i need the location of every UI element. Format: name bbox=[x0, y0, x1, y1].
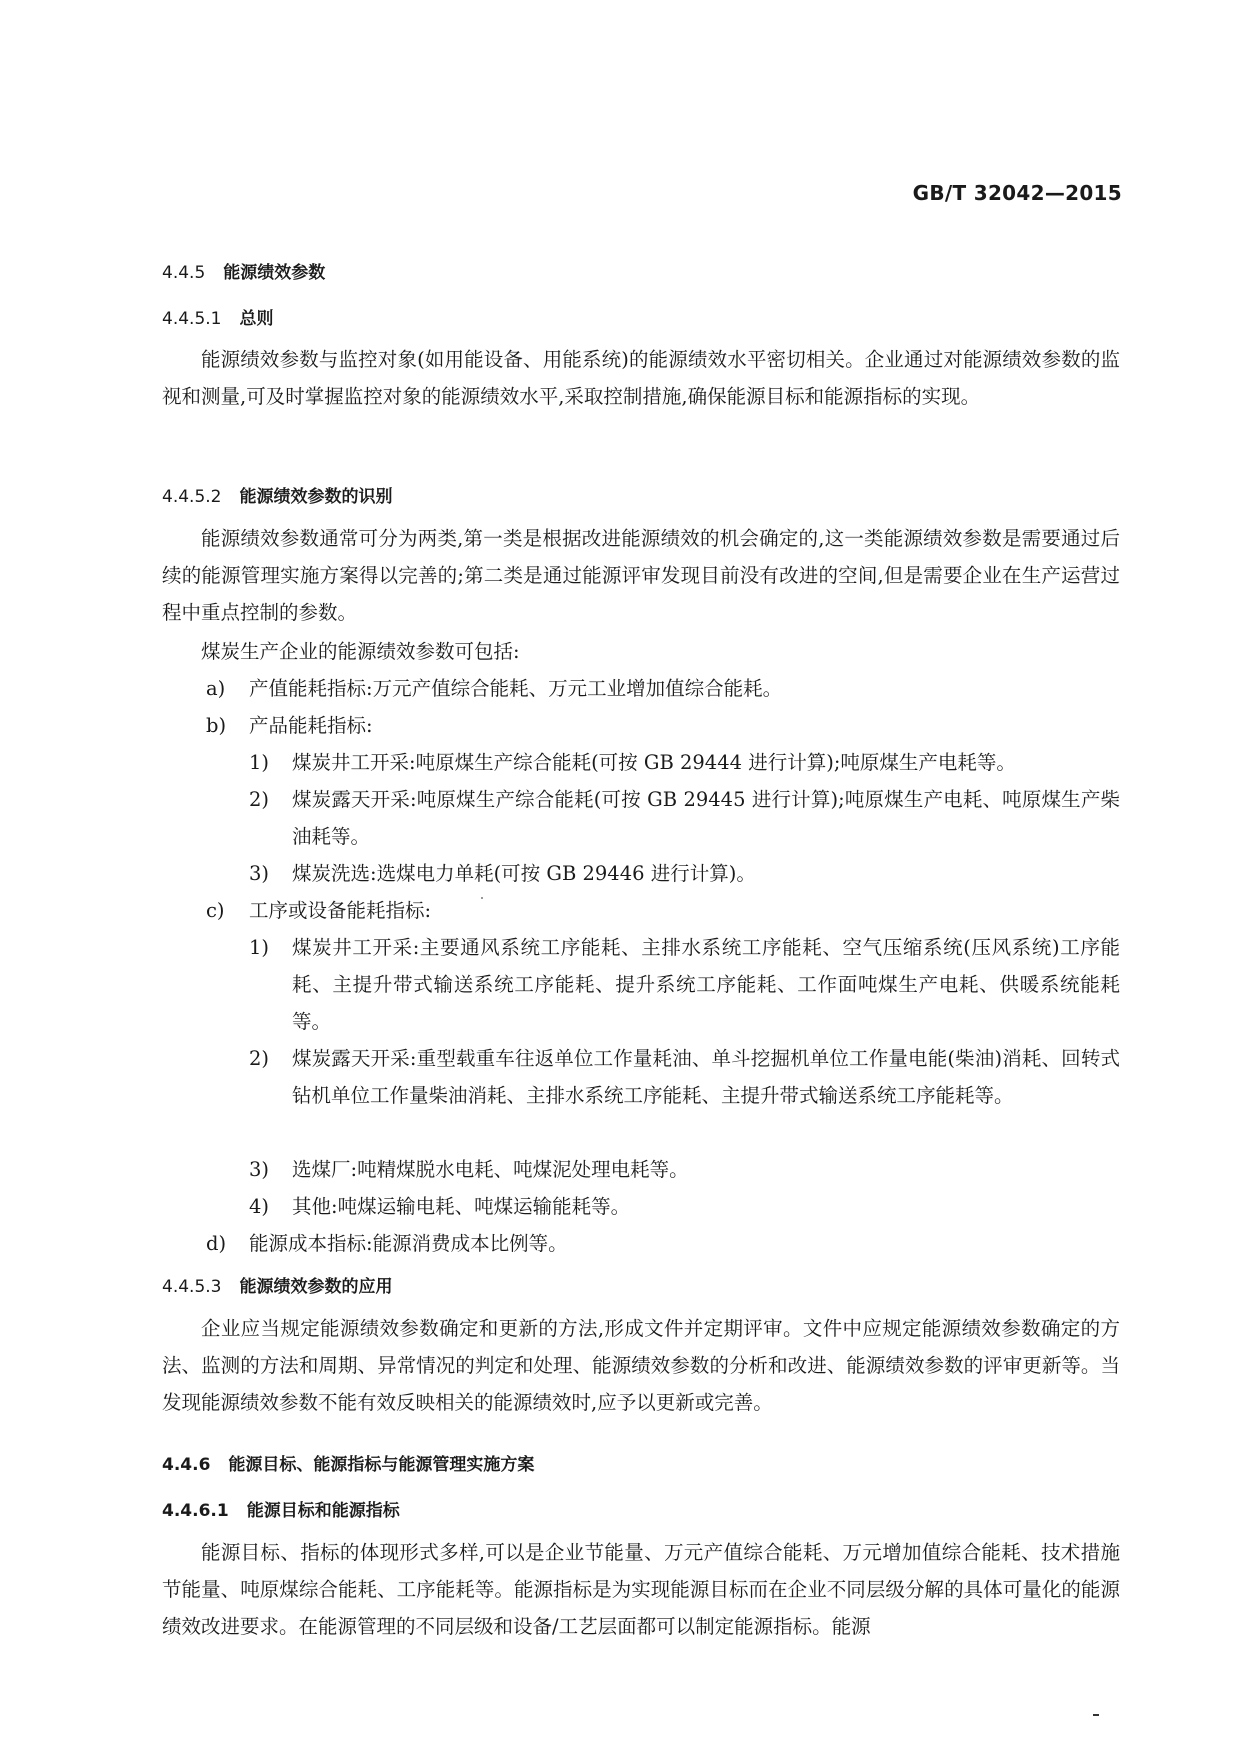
sub-list-item: 选煤厂:吨精煤脱水电耗、吨煤泥处理电耗等。 bbox=[292, 1158, 689, 1181]
list-marker: a) bbox=[206, 677, 226, 700]
section-title: 总则 bbox=[239, 309, 274, 329]
section-heading-4-4-6 bbox=[162, 1450, 534, 1475]
section-number: 4.4.6.1 bbox=[162, 1501, 229, 1521]
section-number: 4.4.5.2 bbox=[162, 487, 222, 507]
standard-code: GB/T 32042—2015 bbox=[912, 181, 1122, 205]
scan-speck bbox=[481, 897, 483, 899]
list-item-a: 产值能耗指标:万元产值综合能耗、万元工业增加值综合能耗。 bbox=[249, 677, 783, 700]
section-heading-4-4-5-1 bbox=[162, 304, 273, 329]
paragraph-identification: 能源绩效参数通常可分为两类,第一类是根据改进能源绩效的机会确定的,这一类能源绩效参数是需要通过后续的能源管理实施方案得以完善的;第二类是通过能源评审发现目前没有改进的空间,但是需要企业在生产运营过程中重点控制的参数。 bbox=[162, 527, 1120, 624]
sub-list-item: 其他:吨煤运输电耗、吨煤运输能耗等。 bbox=[292, 1195, 631, 1218]
sub-list-item: 煤炭井工开采:吨原煤生产综合能耗(可按 GB 29444 进行计算);吨原煤生产电耗等。 bbox=[292, 751, 1016, 774]
sub-list-marker: 1) bbox=[249, 936, 270, 959]
section-heading-4-4-6-1 bbox=[162, 1496, 400, 1521]
sub-list-item: 煤炭露天开采:重型载重车往返单位工作量耗油、单斗挖掘机单位工作量电能(柴油)消耗、回转式钻机单位工作量柴油消耗、主排水系统工序能耗、主提升带式输送系统工序能耗等。 bbox=[292, 1047, 1120, 1107]
section-heading-4-4-5 bbox=[162, 258, 325, 283]
list-marker: b) bbox=[206, 714, 227, 737]
sub-list-marker: 3) bbox=[249, 862, 270, 885]
section-heading-4-4-5-3 bbox=[162, 1272, 392, 1297]
paragraph-targets: 能源目标、指标的体现形式多样,可以是企业节能量、万元产值综合能耗、万元增加值综合能耗、技术措施节能量、吨原煤综合能耗、工序能耗等。能源指标是为实现能源目标而在企业不同层级分解的具体可量化的能源绩效改进要求。在能源管理的不同层级和设备/工艺层面都可以制定能源指标。能源 bbox=[162, 1541, 1120, 1638]
list-marker: c) bbox=[206, 899, 225, 922]
section-number: 4.4.6 bbox=[162, 1455, 211, 1475]
list-marker: d) bbox=[206, 1232, 227, 1255]
sub-list-item: 煤炭井工开采:主要通风系统工序能耗、主排水系统工序能耗、空气压缩系统(压风系统)工序能耗、主提升带式输送系统工序能耗、提升系统工序能耗、工作面吨煤生产电耗、供暖系统能耗等。 bbox=[292, 936, 1120, 1033]
section-number: 4.4.5 bbox=[162, 263, 206, 283]
section-number: 4.4.5.1 bbox=[162, 309, 222, 329]
sub-list-marker: 4) bbox=[249, 1195, 270, 1218]
sub-list-marker: 2) bbox=[249, 788, 270, 811]
section-title: 能源绩效参数的应用 bbox=[239, 1277, 393, 1297]
paragraph-general: 能源绩效参数与监控对象(如用能设备、用能系统)的能源绩效水平密切相关。企业通过对能源绩效参数的监视和测量,可及时掌握监控对象的能源绩效水平,采取控制措施,确保能源目标和能源指标的实现。 bbox=[162, 348, 1120, 408]
section-number: 4.4.5.3 bbox=[162, 1277, 222, 1297]
sub-list-marker: 3) bbox=[249, 1158, 270, 1181]
sub-list-item: 煤炭洗选:选煤电力单耗(可按 GB 29446 进行计算)。 bbox=[292, 862, 756, 885]
list-item-d: 能源成本指标:能源消费成本比例等。 bbox=[249, 1232, 568, 1255]
sub-list-marker: 1) bbox=[249, 751, 270, 774]
list-intro: 煤炭生产企业的能源绩效参数可包括: bbox=[201, 640, 520, 663]
sub-list-item: 煤炭露天开采:吨原煤生产综合能耗(可按 GB 29445 进行计算);吨原煤生产电耗、吨原煤生产柴油耗等。 bbox=[292, 788, 1120, 848]
section-title: 能源绩效参数 bbox=[223, 263, 326, 283]
sub-list-marker: 2) bbox=[249, 1047, 270, 1070]
list-item-b: 产品能耗指标: bbox=[249, 714, 373, 737]
section-title: 能源绩效参数的识别 bbox=[239, 487, 393, 507]
section-title: 能源目标和能源指标 bbox=[246, 1501, 400, 1521]
continuation-mark bbox=[1093, 1714, 1099, 1716]
list-item-c: 工序或设备能耗指标: bbox=[249, 899, 432, 922]
section-heading-4-4-5-2 bbox=[162, 482, 392, 507]
paragraph-application: 企业应当规定能源绩效参数确定和更新的方法,形成文件并定期评审。文件中应规定能源绩效参数确定的方法、监测的方法和周期、异常情况的判定和处理、能源绩效参数的分析和改进、能源绩效参数的评审更新等。当发现能源绩效参数不能有效反映相关的能源绩效时,应予以更新或完善。 bbox=[162, 1317, 1120, 1414]
section-title: 能源目标、能源指标与能源管理实施方案 bbox=[228, 1455, 535, 1475]
